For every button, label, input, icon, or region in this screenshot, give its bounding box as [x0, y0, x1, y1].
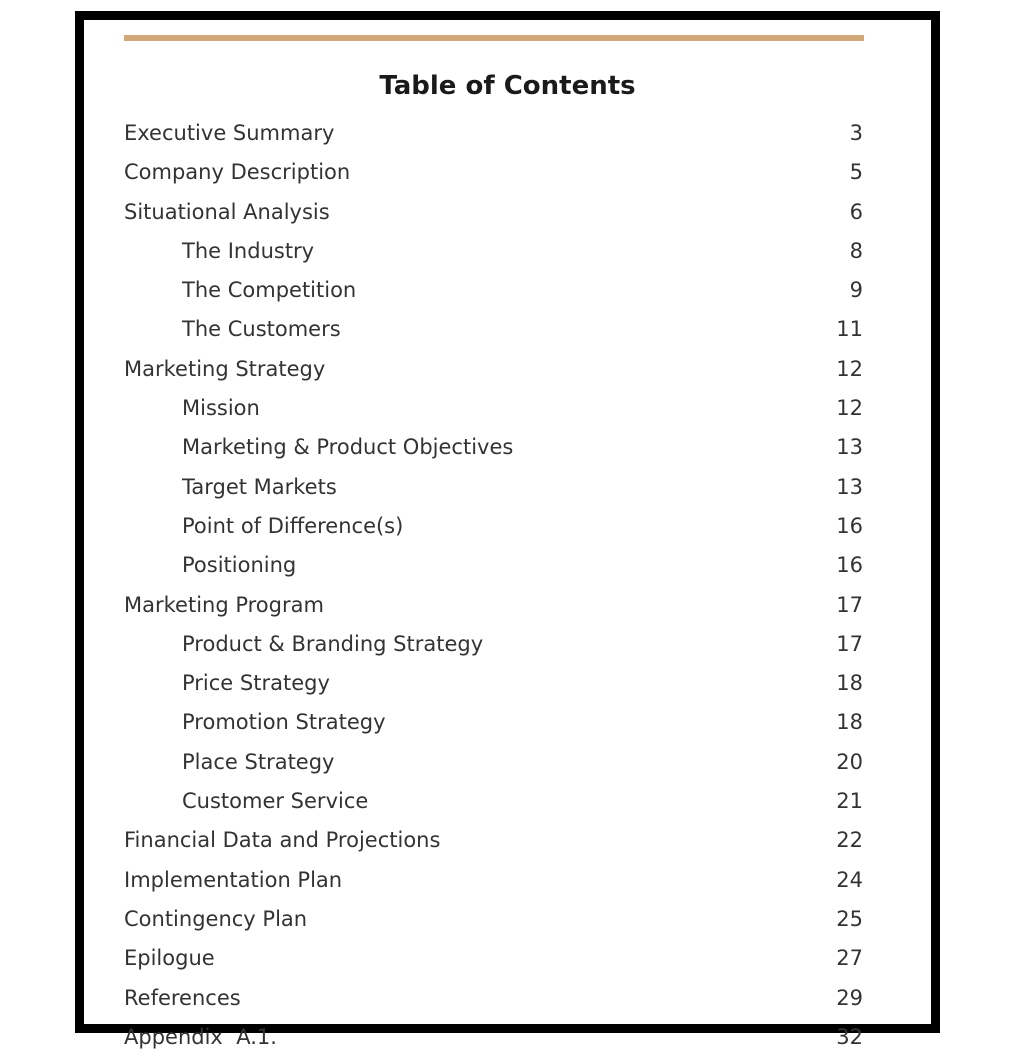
toc-entry-page-number: 13 [836, 474, 863, 499]
toc-entry-page-number: 17 [836, 592, 863, 617]
toc-entry[interactable] [84, 350, 931, 389]
toc-entry-page-number: 9 [849, 278, 863, 303]
toc-entry-label: Implementation Plan [124, 867, 343, 892]
toc-entry-label: Price Strategy [182, 671, 330, 696]
toc-entry-label: References [124, 985, 241, 1010]
toc-entry-label: The Industry [182, 238, 315, 263]
toc-entry[interactable] [84, 625, 931, 664]
toc-entry-page-number: 25 [836, 906, 863, 931]
toc-entry[interactable] [84, 153, 931, 192]
toc-entry-label: Contingency Plan [124, 906, 308, 931]
toc-entry[interactable] [84, 1018, 931, 1057]
toc-entry-label: Marketing & Product Objectives [182, 435, 514, 460]
toc-entry-page-number: 5 [849, 160, 863, 185]
toc-entry-label: Appendix A.1. [124, 1024, 277, 1049]
page-title: Table of Contents [379, 71, 636, 101]
toc-entry[interactable] [84, 389, 931, 428]
toc-entry[interactable] [84, 782, 931, 821]
toc-entry-page-number: 16 [836, 553, 863, 578]
toc-entry[interactable] [84, 664, 931, 703]
toc-entry-page-number: 20 [836, 749, 863, 774]
toc-entry[interactable] [84, 861, 931, 900]
toc-entry-page-number: 17 [836, 631, 863, 656]
toc-entry-page-number: 11 [836, 317, 863, 342]
toc-entry-label: Promotion Strategy [182, 710, 386, 735]
toc-entry[interactable] [84, 546, 931, 585]
toc-entry-label: Mission [182, 396, 260, 421]
toc-entry-page-number: 12 [836, 396, 863, 421]
toc-entry-page-number: 13 [836, 435, 863, 460]
toc-entry-label: Positioning [182, 553, 297, 578]
toc-entry[interactable] [84, 507, 931, 546]
toc-entry-label: Target Markets [182, 474, 337, 499]
toc-entry[interactable] [84, 821, 931, 860]
toc-entry[interactable] [84, 586, 931, 625]
toc-entry[interactable] [84, 193, 931, 232]
toc-entry-page-number: 18 [836, 710, 863, 735]
toc-entry-page-number: 27 [836, 946, 863, 971]
toc-entry[interactable] [84, 900, 931, 939]
toc-entry[interactable] [84, 939, 931, 978]
toc-entry-label: The Competition [182, 278, 357, 303]
accent-rule-divider [124, 35, 864, 41]
toc-entry-label: Marketing Strategy [124, 356, 326, 381]
toc-entry-page-number: 22 [836, 828, 863, 853]
toc-entry-label: Marketing Program [124, 592, 324, 617]
toc-entry-label: Situational Analysis [124, 199, 330, 224]
toc-entry-page-number: 32 [836, 1024, 863, 1049]
toc-entry[interactable] [84, 428, 931, 467]
page-content [84, 20, 931, 1049]
toc-entry-page-number: 16 [836, 513, 863, 538]
toc-entry[interactable] [84, 114, 931, 153]
toc-entry[interactable] [84, 743, 931, 782]
toc-entry-page-number: 8 [849, 238, 863, 263]
toc-entry-label: Epilogue [124, 946, 215, 971]
toc-entry-label: Customer Service [182, 789, 369, 814]
toc-entry[interactable] [84, 703, 931, 742]
toc-entry-label: Company Description [124, 160, 351, 185]
toc-entry-page-number: 29 [836, 985, 863, 1010]
toc-entry-label: The Customers [182, 317, 341, 342]
toc-entry[interactable] [84, 979, 931, 1018]
toc-entry-label: Product & Branding Strategy [182, 631, 484, 656]
toc-entry-page-number: 21 [836, 789, 863, 814]
toc-entry-page-number: 24 [836, 867, 863, 892]
toc-entry-page-number: 6 [849, 199, 863, 224]
toc-entry-page-number: 3 [849, 121, 863, 145]
toc-entry[interactable] [84, 271, 931, 310]
toc-entry-page-number: 12 [836, 356, 863, 381]
toc-entry[interactable] [84, 310, 931, 349]
toc-entry[interactable] [84, 232, 931, 271]
document-page [75, 11, 940, 1049]
toc-entry[interactable] [84, 468, 931, 507]
toc-entry-label: Financial Data and Projections [124, 828, 441, 853]
toc-entry-label: Place Strategy [182, 749, 335, 774]
toc-entry-page-number: 18 [836, 671, 863, 696]
toc-entry-label: Executive Summary [124, 121, 335, 145]
table-of-contents-list [84, 114, 931, 1057]
toc-entry-label: Point of Difference(s) [182, 513, 404, 538]
